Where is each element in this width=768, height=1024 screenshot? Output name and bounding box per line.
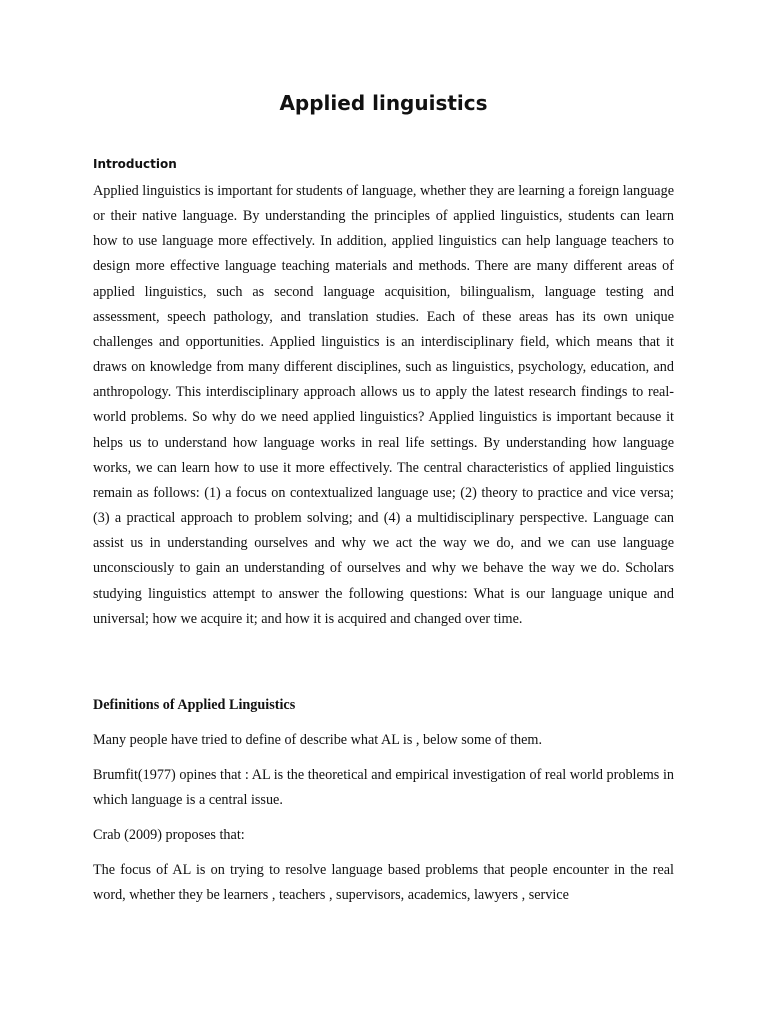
definitions-intro-paragraph: Many people have tried to define of describe what AL is , below some of them. <box>93 732 543 748</box>
definitions-heading: Definitions of Applied Linguistics <box>93 697 296 713</box>
crab-proposal-paragraph: Crab (2009) proposes that: <box>93 827 245 843</box>
introduction-heading: Introduction <box>93 157 177 171</box>
introduction-paragraph: Applied linguistics is important for students of language, whether they are learning a foreign language or their native language. By understanding the principles of applied linguistics, students can learn how to use language more effectively. In addition, applied linguistics can help language teachers to design more effective language teaching materials and methods. There are many different areas of applied linguistics, such as second language acquisition, bilingualism, language testing and assessment, speech pathology, and translation studies. Each of these areas has its own unique challenges and opportunities. Applied linguistics is an interdisciplinary field, which means that it draws on knowledge from many different disciplines, such as linguistics, psychology, education, and anthropology. This interdisciplinary approach allows us to apply the latest research findings to real-world problems. So why do we need applied linguistics? Applied linguistics is important because it helps us to understand how language works in real life settings. By understanding how language works, we can learn how to use it more effectively. The central characteristics of applied linguistics remain as follows: (1) a focus on contextualized language use; (2) theory to practice and vice versa; (3) a practical approach to problem solving; and (4) a multidisciplinary perspective. Language can assist us in understanding ourselves and why we act the way we do, and we can use language unconsciously to gain an understanding of ourselves and why we behave the way we do. Scholars studying linguistics attempt to answer the following questions: What is our language unique and universal; how we acquire it; and how it is acquired and changed over time. <box>93 183 674 627</box>
brumfit-definition-paragraph: Brumfit(1977) opines that : AL is the theoretical and empirical investigation of real world problems in which language is a central issue. <box>93 767 674 809</box>
document-title: Applied linguistics <box>279 91 488 115</box>
document-page <box>93 0 674 1024</box>
focus-of-al-paragraph: The focus of AL is on trying to resolve language based problems that people encounter in the real word, whether they be learners , teachers , supervisors, academics, lawyers , service <box>93 862 674 904</box>
